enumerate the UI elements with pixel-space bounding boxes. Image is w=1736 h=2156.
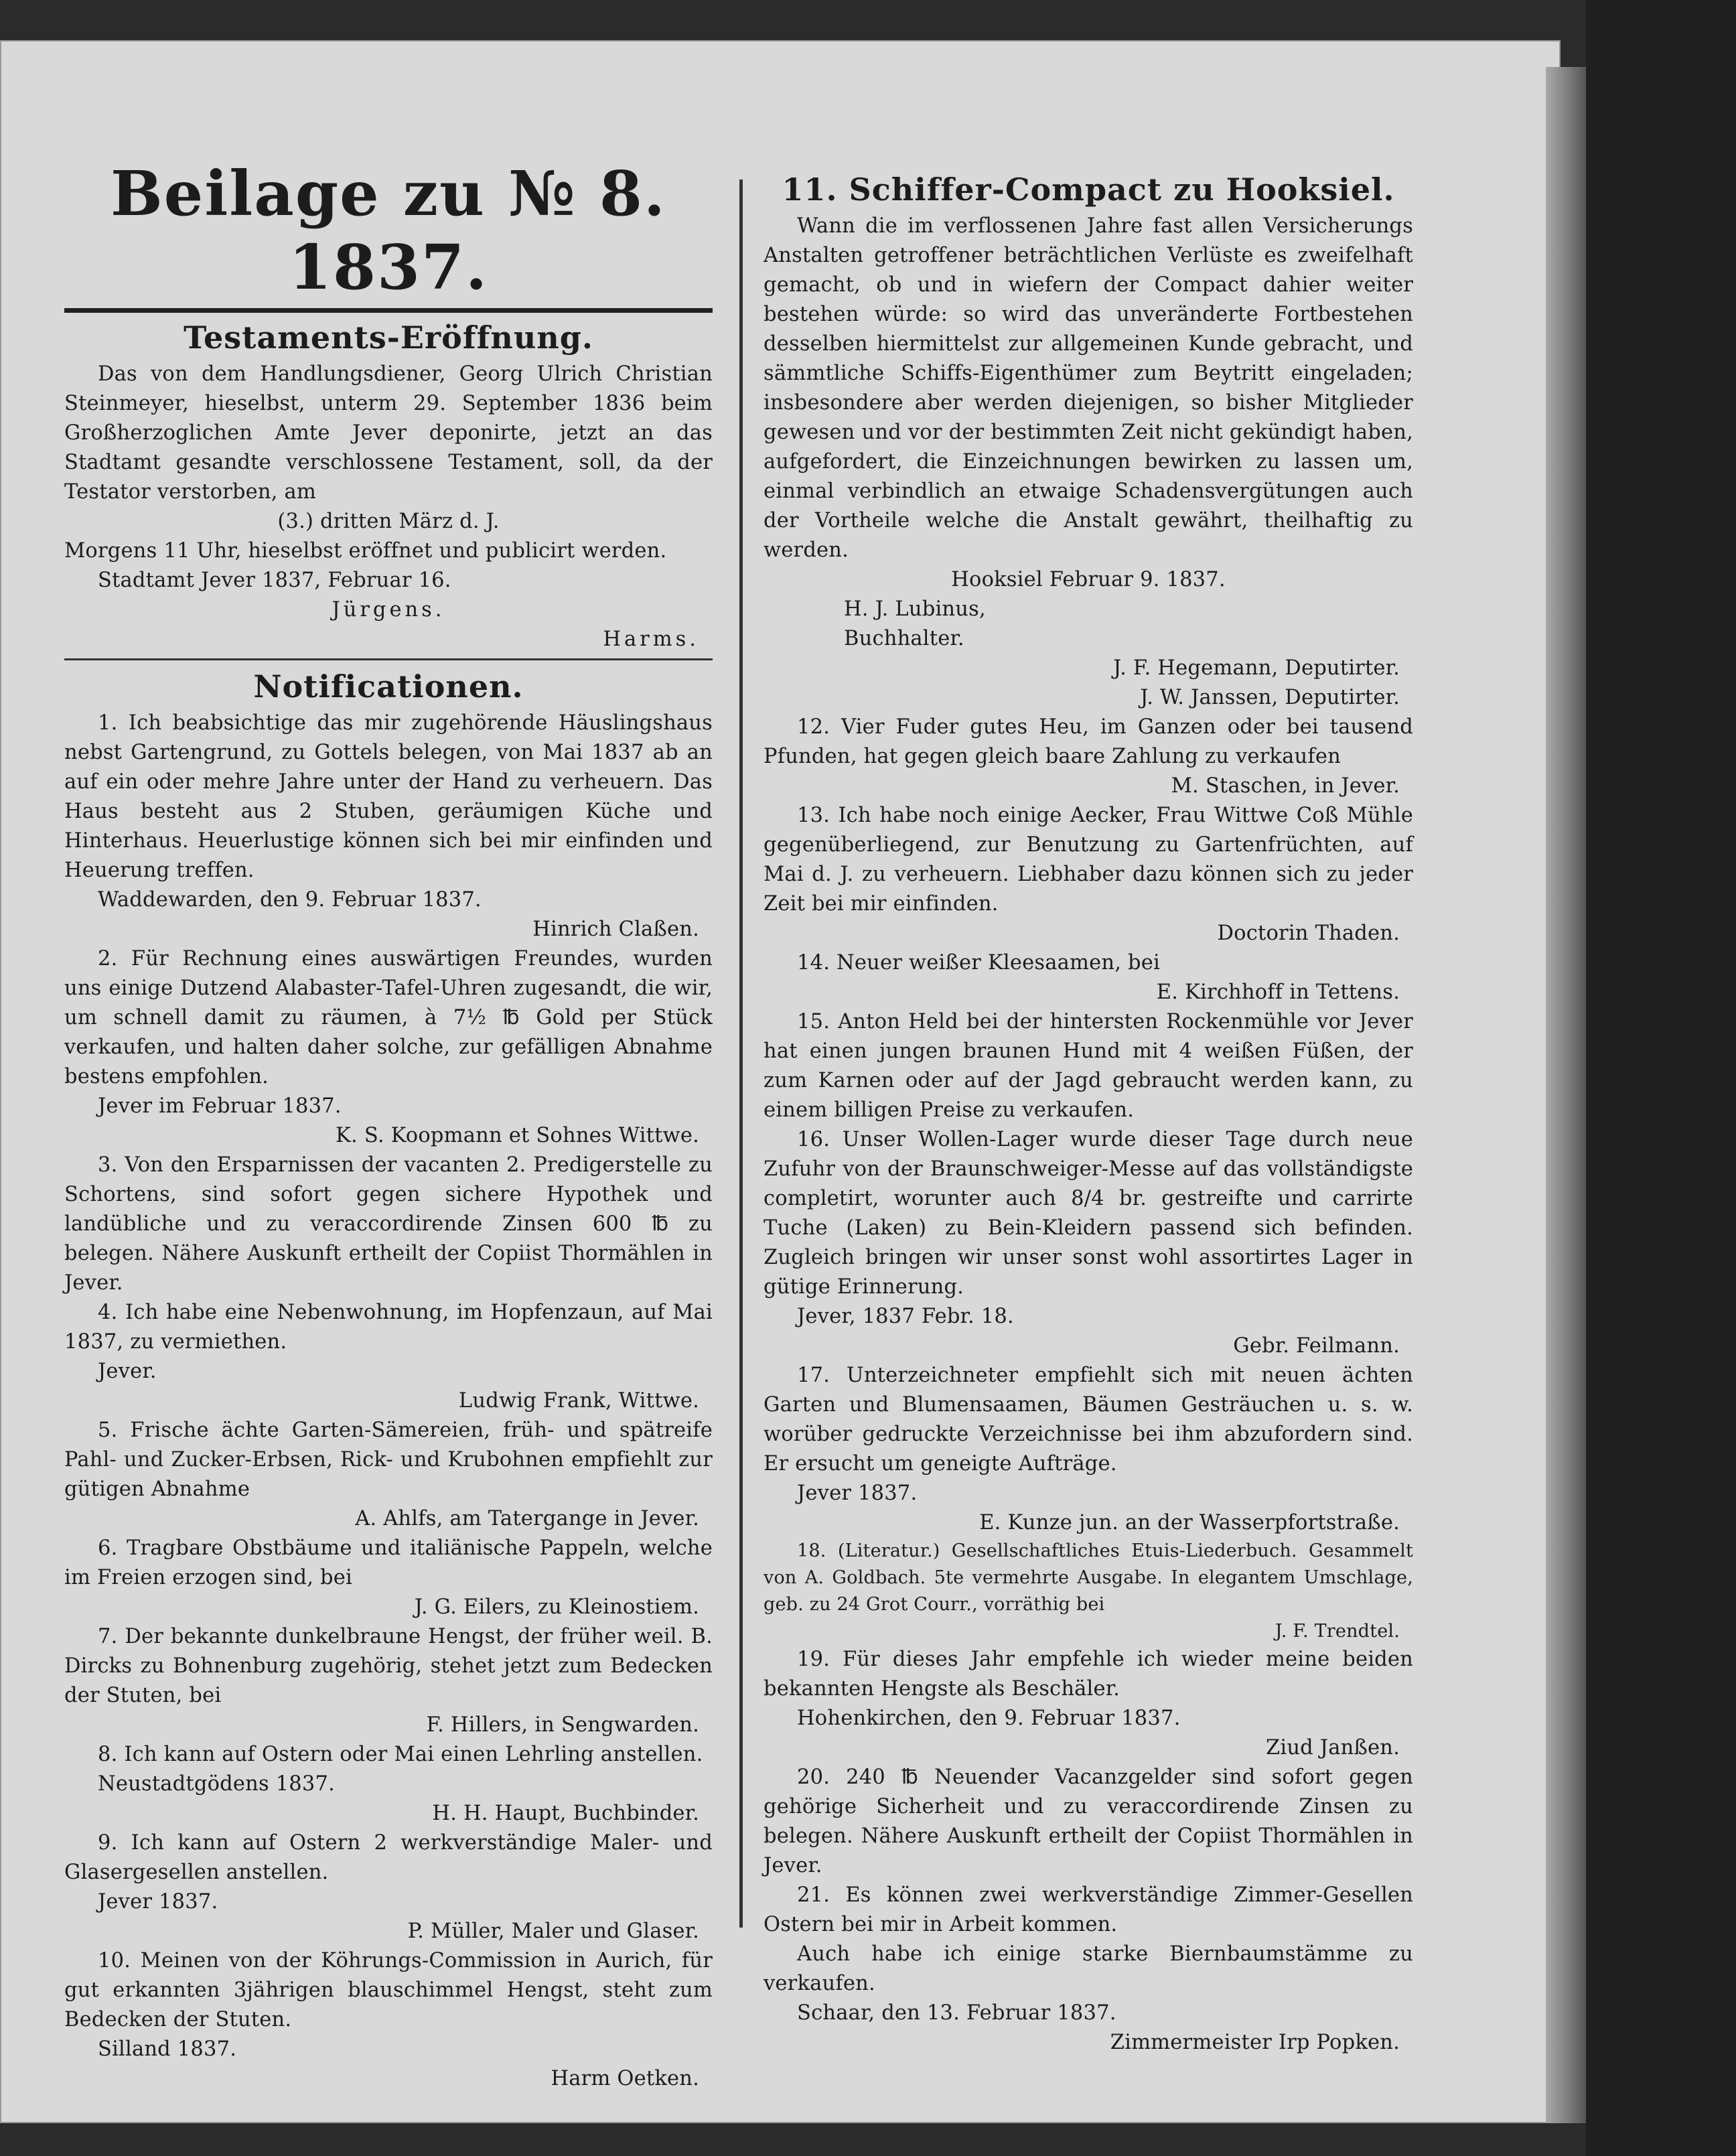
- notice-14-signature: E. Kirchhoff in Tettens.: [1156, 981, 1400, 1004]
- notice-21-place: Schaar, den 13. Februar 1837.: [797, 2001, 1116, 2025]
- background-edge: [1586, 0, 1736, 2156]
- notice-11-signature-1: H. J. Lubinus,: [844, 597, 986, 621]
- column-divider: [739, 179, 743, 1928]
- testament-place: Stadtamt Jever 1837, Februar 16.: [98, 569, 451, 592]
- notice-5-signature: A. Ahlfs, am Tatergange in Jever.: [355, 1507, 699, 1530]
- notice-16: 16. Unser Wollen-Lager wurde dieser Tage durch neue Zufuhr von der Braunschweiger-Messe auf das vollständigste completirt, worunter auch 8/4 br. gestreifte und carrirte Tuche (Laken) zu Bein-Kleidern passend sich befinden. Zugleich bringen wir unser sonst wohl assortirtes Lager in gütige Erinnerung.: [764, 1128, 1413, 1299]
- testament-heading: Testaments-Eröffnung.: [184, 319, 593, 356]
- notice-13: 13. Ich habe noch einige Aecker, Frau Wittwe Coß Mühle gegenüberliegend, zur Benutzung zu Gartenfrüchten, auf Mai d. J. zu verheuern. Liebhaber dazu können sich zu jeder Zeit bei mir einfinden.: [764, 804, 1413, 916]
- testament-signature-1: Jürgens.: [332, 598, 445, 622]
- notice-19: 19. Für dieses Jahr empfehle ich wieder meine beiden bekannten Hengste als Beschäler.: [764, 1648, 1413, 1701]
- notice-11-signature-2: J. F. Hegemann, Deputirter.: [1113, 656, 1400, 680]
- notice-21b: Auch habe ich einige starke Biernbaumstämme zu verkaufen.: [764, 1942, 1413, 1995]
- notice-15: 15. Anton Held bei der hintersten Rockenmühle vor Jever hat einen jungen braunen Hund mit 4 weißen Füßen, der zum Karnen oder auf der Jagd gebraucht werden kann, zu einem billigen Preise zu verkaufen.: [764, 1010, 1413, 1122]
- masthead-title: Beilage zu № 8. 1837.: [111, 157, 666, 303]
- notice-11-title: 11. Schiffer-Compact zu Hooksiel.: [782, 171, 1395, 208]
- notice-1: 1. Ich beabsichtige das mir zugehörende Häuslingshaus nebst Gartengrund, zu Gottels belegen, von Mai 1837 ab an auf ein oder mehre Jahre unter der Hand zu verheuern. Das Haus besteht aus 2 Stuben, geräumigen Küche und Hinterhaus. Heuerlustige können sich bei mir einfinden und Heuerung treffen.: [64, 711, 713, 882]
- notice-8-signature: H. H. Haupt, Buchbinder.: [432, 1802, 699, 1825]
- notice-9-signature: P. Müller, Maler und Glaser.: [407, 1920, 699, 1943]
- notice-8-place: Neustadtgödens 1837.: [98, 1772, 336, 1796]
- notice-2: 2. Für Rechnung eines auswärtigen Freundes, wurden uns einige Dutzend Alabaster-Tafel-Uhren zugesandt, die wir, um schnell damit zu räumen, à 7½ ℔ Gold per Stück verkaufen, und halten daher solche, zur gefälligen Abnahme bestens empfohlen.: [64, 947, 713, 1088]
- notice-4-signature: Ludwig Frank, Wittwe.: [458, 1389, 699, 1413]
- notice-6: 6. Tragbare Obstbäume und italiänische Pappeln, welche im Freien erzogen sind, bei: [64, 1536, 713, 1589]
- notice-5: 5. Frische ächte Garten-Sämereien, früh- und spätreife Pahl- und Zucker-Erbsen, Rick- und Krubohnen empfiehlt zur gütigen Abnahme: [64, 1419, 713, 1501]
- notice-2-signature: K. S. Koopmann et Sohnes Wittwe.: [336, 1124, 699, 1147]
- notice-4: 4. Ich habe eine Nebenwohnung, im Hopfenzaun, auf Mai 1837, zu vermiethen.: [64, 1301, 713, 1354]
- notice-9-place: Jever 1837.: [98, 1890, 218, 1914]
- masthead-rule: [64, 308, 713, 313]
- notice-13-signature: Doctorin Thaden.: [1217, 922, 1400, 945]
- notice-1-signature: Hinrich Claßen.: [532, 918, 699, 941]
- notice-21-signature: Zimmermeister Irp Popken.: [1110, 2031, 1400, 2054]
- notice-11-place: Hooksiel Februar 9. 1837.: [951, 568, 1226, 591]
- notice-19-place: Hohenkirchen, den 9. Februar 1837.: [797, 1707, 1181, 1730]
- notice-10-place: Silland 1837.: [98, 2037, 237, 2061]
- notice-1-place: Waddewarden, den 9. Februar 1837.: [98, 888, 482, 912]
- notice-17-signature: E. Kunze jun. an der Wasserpfortstraße.: [979, 1511, 1400, 1534]
- notice-11-signature-3: J. W. Janssen, Deputirter.: [1140, 686, 1400, 709]
- notice-4-place: Jever.: [98, 1360, 157, 1383]
- notice-19-signature: Ziud Janßen.: [1265, 1736, 1400, 1759]
- left-column: [64, 127, 713, 2094]
- notice-16-place: Jever, 1837 Febr. 18.: [797, 1305, 1014, 1328]
- notice-11: Wann die im verflossenen Jahre fast allen Versicherungs Anstalten getroffener beträchtlichen Verlüste es zweifelhaft gemacht, ob und in wiefern der Compact dahier weiter bestehen würde: so wird das unveränderte Fortbestehen desselben hiermittelst zur allgemeinen Kunde gebracht, und sämmtliche Schiffs-Eigenthümer zum Beytritt eingeladen; insbesondere aber werden diejenigen, so bisher Mitglieder gewesen und vor der bestimmten Zeit nicht gekündigt haben, aufgefordert, die Einzeichnungen bewirken zu lassen um, einmal verbindlich an etwaige Schadensvergütungen auch der Vortheile welche die Anstalt gewährt, theilhaftig zu werden.: [764, 214, 1413, 562]
- notice-10: 10. Meinen von der Köhrungs-Commission in Aurich, für gut erkannten 3jährigen blauschimmel Hengst, steht zum Bedecken der Stuten.: [64, 1949, 713, 2031]
- notice-6-signature: J. G. Eilers, zu Kleinostiem.: [414, 1595, 699, 1619]
- notice-14: 14. Neuer weißer Kleesaamen, bei: [797, 951, 1160, 975]
- notice-17-place: Jever 1837.: [797, 1482, 918, 1505]
- notice-9: 9. Ich kann auf Ostern 2 werkverständige Maler- und Glasergesellen anstellen.: [64, 1831, 713, 1884]
- notice-12: 12. Vier Fuder gutes Heu, im Ganzen oder bei tausend Pfunden, hat gegen gleich baare Zahlung zu verkaufen: [764, 715, 1413, 768]
- testament-body2: Morgens 11 Uhr, hieselbst eröffnet und publicirt werden.: [64, 539, 667, 563]
- notifications-heading: Notificationen.: [253, 668, 524, 705]
- right-column: [764, 167, 1413, 2058]
- notice-16-signature: Gebr. Feilmann.: [1233, 1334, 1400, 1358]
- notice-21: 21. Es können zwei werkverständige Zimmer-Gesellen Ostern bei mir in Arbeit kommen.: [764, 1883, 1413, 1936]
- testament-date: (3.) dritten März d. J.: [277, 510, 500, 533]
- testament-body: Das von dem Handlungsdiener, Georg Ulrich Christian Steinmeyer, hieselbst, unterm 29. September 1836 beim Großherzoglichen Amte Jever deponirte, jetzt an das Stadtamt gesandte verschlossene Testament, soll, da der Testator verstorben, am: [64, 362, 713, 504]
- section-rule: [64, 658, 713, 660]
- notice-3: 3. Von den Ersparnissen der vacanten 2. Predigerstelle zu Schortens, sind sofort gegen sichere Hypothek und landübliche und zu veraccordirende Zinsen 600 ℔ zu belegen. Nähere Auskunft ertheilt der Copiist Thormählen in Jever.: [64, 1153, 713, 1295]
- testament-signature-2: Harms.: [603, 628, 699, 651]
- notice-18-signature: J. F. Trendtel.: [1275, 1621, 1400, 1642]
- notice-8: 8. Ich kann auf Ostern oder Mai einen Lehrling anstellen.: [98, 1743, 703, 1766]
- notice-7-signature: F. Hillers, in Sengwarden.: [426, 1713, 699, 1737]
- notice-7: 7. Der bekannte dunkelbraune Hengst, der früher weil. B. Dircks zu Bohnenburg zugehörig, stehet jetzt zum Bedecken der Stuten, bei: [64, 1625, 713, 1707]
- notice-12-signature: M. Staschen, in Jever.: [1171, 774, 1400, 798]
- binding-spine: [1546, 67, 1586, 2123]
- notice-10-signature: Harm Oetken.: [551, 2067, 699, 2090]
- notice-11-signature-1-role: Buchhalter.: [844, 627, 964, 650]
- notice-20: 20. 240 ℔ Neuender Vacanzgelder sind sofort gegen gehörige Sicherheit und zu veraccordirende Zinsen zu belegen. Nähere Auskunft ertheilt der Copiist Thormählen in Jever.: [764, 1766, 1413, 1877]
- notice-18: 18. (Literatur.) Gesellschaftliches Etuis-Liederbuch. Gesammelt von A. Goldbach. 5te vermehrte Ausgabe. In elegantem Umschlage, geb. zu 24 Grot Courr., vorräthig bei: [764, 1540, 1413, 1615]
- notice-17: 17. Unterzeichneter empfiehlt sich mit neuen ächten Garten und Blumensaamen, Bäumen Gesträuchen u. s. w. worüber gedruckte Verzeichnisse bei ihm abzufordern sind. Er ersucht um geneigte Aufträge.: [764, 1364, 1413, 1476]
- notice-2-place: Jever im Februar 1837.: [98, 1094, 342, 1118]
